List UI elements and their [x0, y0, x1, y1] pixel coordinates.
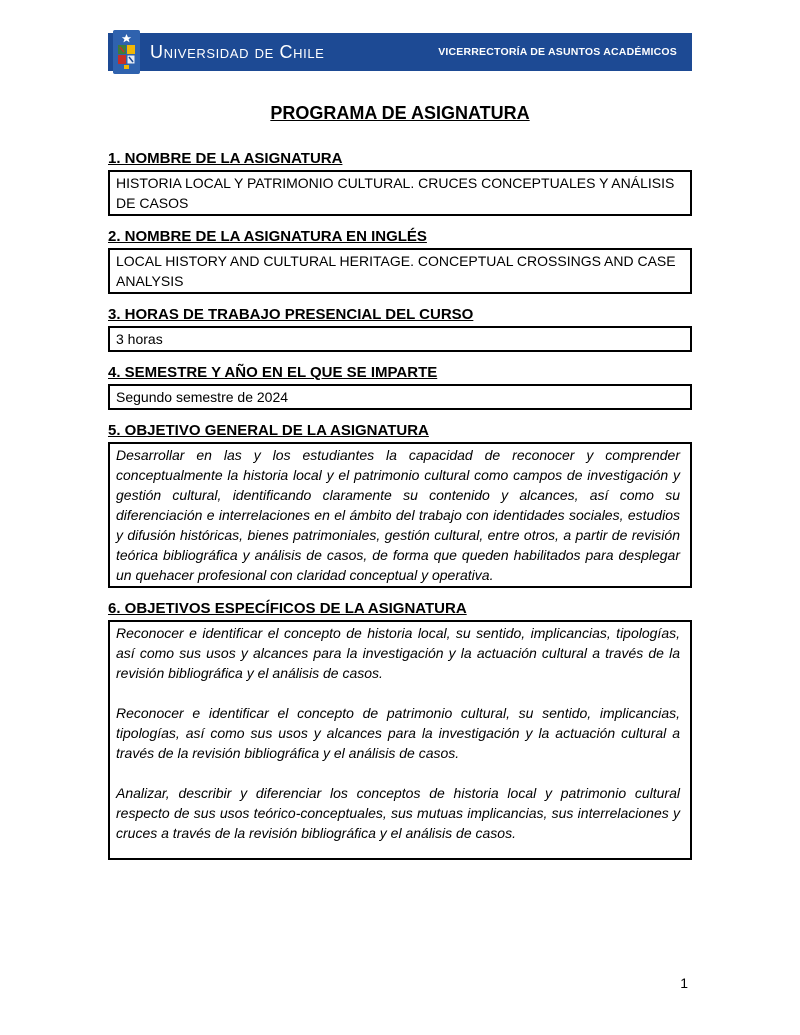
- section-nombre-ingles: [108, 227, 692, 294]
- university-of-chile-crest-icon: [113, 30, 140, 74]
- section-text: Reconocer e identificar el concepto de patrimonio cultural, su sentido, implicancias, tipologías, así como sus usos y alcances para la investigación y la actuación cultural a través de la revisión bibliográfica y el análisis de casos.: [116, 705, 680, 761]
- section-text: 3 horas: [116, 331, 163, 347]
- section-box: [108, 248, 692, 294]
- section-heading: 2. NOMBRE DE LA ASIGNATURA EN INGLÉS: [108, 228, 427, 245]
- section-box: [108, 384, 692, 410]
- page-content: [108, 33, 692, 860]
- section-semestre-ano: [108, 363, 692, 410]
- section-objetivos-especificos: [108, 599, 692, 860]
- section-objetivo-general: [108, 421, 692, 588]
- section-text: LOCAL HISTORY AND CULTURAL HERITAGE. CONCEPTUAL CROSSINGS AND CASE ANALYSIS: [116, 253, 676, 289]
- section-box: [108, 442, 692, 588]
- section-heading: 6. OBJETIVOS ESPECÍFICOS DE LA ASIGNATURA: [108, 600, 467, 617]
- office-name: VICERRECTORÍA DE ASUNTOS ACADÉMICOS: [438, 46, 677, 58]
- section-text: Reconocer e identificar el concepto de historia local, su sentido, implicancias, tipologías, así como sus usos y alcances para la investigación y la actuación cultural a través de la revisión bibliográfica y el análisis de casos.: [116, 625, 680, 681]
- section-text: Analizar, describir y diferenciar los conceptos de historia local y patrimonio cultural respecto de sus usos teórico-conceptuales, sus mutuas implicancias, sus interrelaciones y cruces a través de la revisión bibliográfica y el análisis de casos.: [116, 785, 680, 841]
- university-name: Universidad de Chile: [150, 41, 325, 62]
- document-title: PROGRAMA DE ASIGNATURA: [270, 103, 530, 123]
- section-text: Segundo semestre de 2024: [116, 389, 289, 405]
- section-text: Desarrollar en las y los estudiantes la capacidad de reconocer y comprender conceptualmente la historia local y el patrimonio cultural como campos de investigación y gestión cultural, identificando claramente su contenido y alcances, así como su diferenciación e interrelaciones en el ámbito del trabajo con identidades sociales, estudios y difusión históricas, bienes patrimoniales, gestión cultural, entre otros, a partir de revisión teórica bibliográfica y análisis de casos, de forma que queden habilitados para desplegar un quehacer profesional con claridad conceptual y operativa.: [116, 447, 680, 583]
- section-box: [108, 170, 692, 216]
- section-heading: 3. HORAS DE TRABAJO PRESENCIAL DEL CURSO: [108, 306, 474, 323]
- section-heading: 5. OBJETIVO GENERAL DE LA ASIGNATURA: [108, 422, 429, 439]
- section-horas-presenciales: [108, 305, 692, 352]
- section-heading: 1. NOMBRE DE LA ASIGNATURA: [108, 150, 343, 167]
- section-nombre-asignatura: [108, 149, 692, 216]
- page-number: 1: [680, 975, 688, 991]
- section-box: [108, 326, 692, 352]
- institutional-header-bar: [108, 33, 692, 71]
- section-heading: 4. SEMESTRE Y AÑO EN EL QUE SE IMPARTE: [108, 364, 438, 381]
- section-box: [108, 620, 692, 860]
- section-text: HISTORIA LOCAL Y PATRIMONIO CULTURAL. CRUCES CONCEPTUALES Y ANÁLISIS DE CASOS: [116, 175, 675, 211]
